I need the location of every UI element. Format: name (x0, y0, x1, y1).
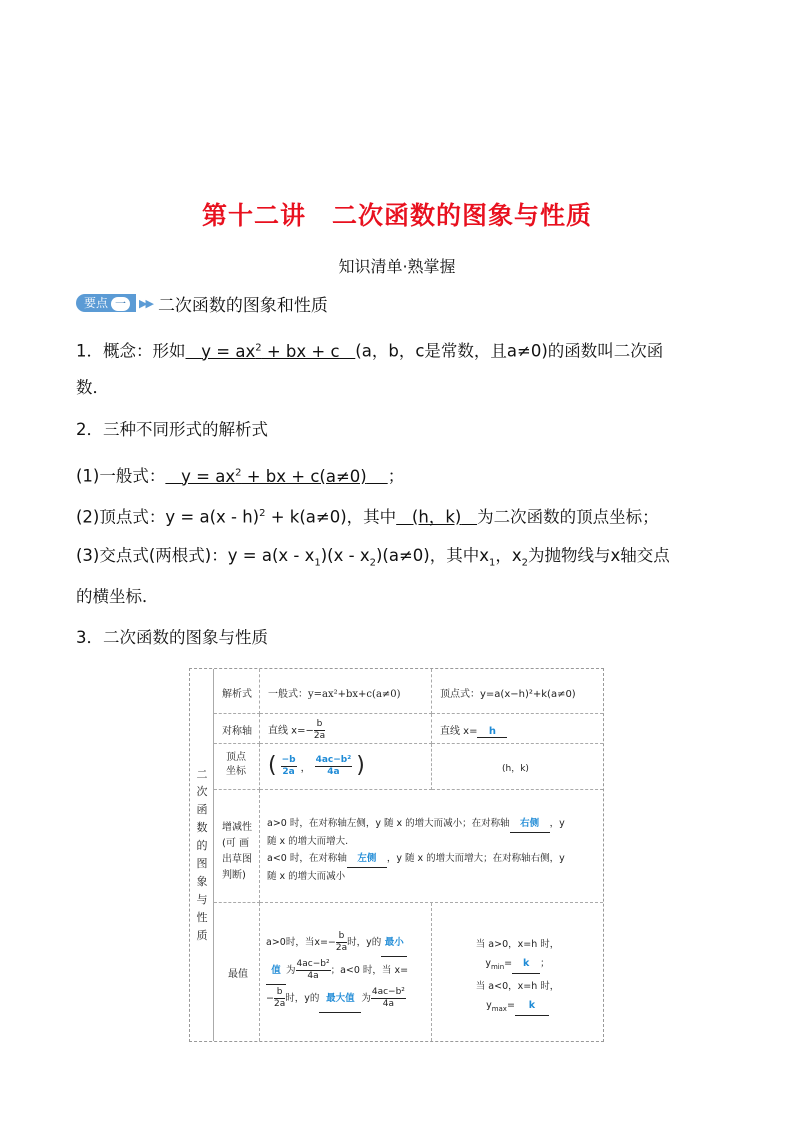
extreme-vertex-cell: 当 a>0，x=h 时， $y_{min}= k$ ； 当 a<0，x=h 时， $y_{max}= k$ (432, 903, 603, 1041)
extreme-general-cell: a>0时，当x=− $\frac{b}{2a}$ 时，y的 最小 值 为 $\frac{\text{4ac−b²}}{4a}$ ；a<0 时，当 x= − $\frac{b}{2a}$ 时，y的 最大值 为 $\frac{\text{4ac−b²}}{4a}$ (260, 903, 432, 1041)
section-heading: 要点 一 ▶▶ 二次函数的图象和性质 (76, 292, 328, 314)
paragraph-intercept-cont: 的横坐标． (76, 587, 159, 606)
paragraph-table-heading: 3．二次函数的图象与性质 (76, 628, 268, 647)
subtitle: 知识清单·熟掌握 (338, 257, 456, 276)
row-label-axis: 对称轴 (214, 714, 260, 744)
vertex-general-cell: ( $\frac{-b}{2a}$ ， $\frac{\text{4ac−b²}}{4a}$ ) (260, 744, 432, 790)
page-title: 第十二讲 二次函数的图象与性质 (201, 201, 593, 230)
paragraph-concept: 1．概念：形如 $y = ax^2$ + bx + c (a，b，c是常数，且a≠0)的函数叫二次函 (76, 341, 664, 361)
axis-general-cell: 直线 x=− $\frac{b}{2a}$ (260, 714, 432, 744)
vertex-form-cell: 顶点式：y=a(x−h)²+k(a≠0) (432, 669, 603, 714)
row-label-monotonic: 增减性 (可 画 出草图 判断) (214, 790, 260, 903)
key-point-badge: 要点 一 (76, 294, 136, 312)
vertex-vertex-cell: (h，k) (432, 744, 603, 790)
monotonic-cell: a>0 时，在对称轴左侧，y 随 x 的增大而减小；在对称轴 右侧 ，y 随 x 的增大而增大. a<0 时，在对称轴 左侧 ，y 随 x 的增大而增大；在对称轴右侧，y 随 x 的增大而减小 (260, 790, 603, 903)
paragraph-general-form: (1)一般式： $y = ax^2$ + bx + c(a≠0) ； (76, 466, 405, 486)
general-form-cell: 一般式：y=ax²+bx+c(a≠0) (260, 669, 432, 714)
properties-table (189, 668, 604, 1042)
arrow-icon: ▶▶ (139, 296, 152, 310)
paragraph-vertex-form: (2)顶点式：y = a(x - h)$^2$ + k(a≠0)，其中 (h，k) 为二次函数的顶点坐标； (76, 507, 659, 527)
axis-vertex-cell: 直线 x= h (432, 714, 603, 744)
row-label-formula: 解析式 (214, 669, 260, 714)
row-label-extreme: 最值 (214, 903, 260, 1041)
row-label-vertex: 顶点 坐标 (214, 744, 260, 790)
side-label: 二 次 函 数 的 图 象 与 性 质 (190, 669, 214, 1041)
paragraph-forms: 2．三种不同形式的解析式 (76, 420, 268, 439)
paragraph-concept-cont: 数． (76, 378, 109, 397)
paragraph-intercept-form: (3)交点式(两根式)：$y = a(x - x_1)(x - x_2)(a\ne 0)$，其中$x_1$，$x_2$为抛物线与x轴交点 (76, 546, 670, 569)
